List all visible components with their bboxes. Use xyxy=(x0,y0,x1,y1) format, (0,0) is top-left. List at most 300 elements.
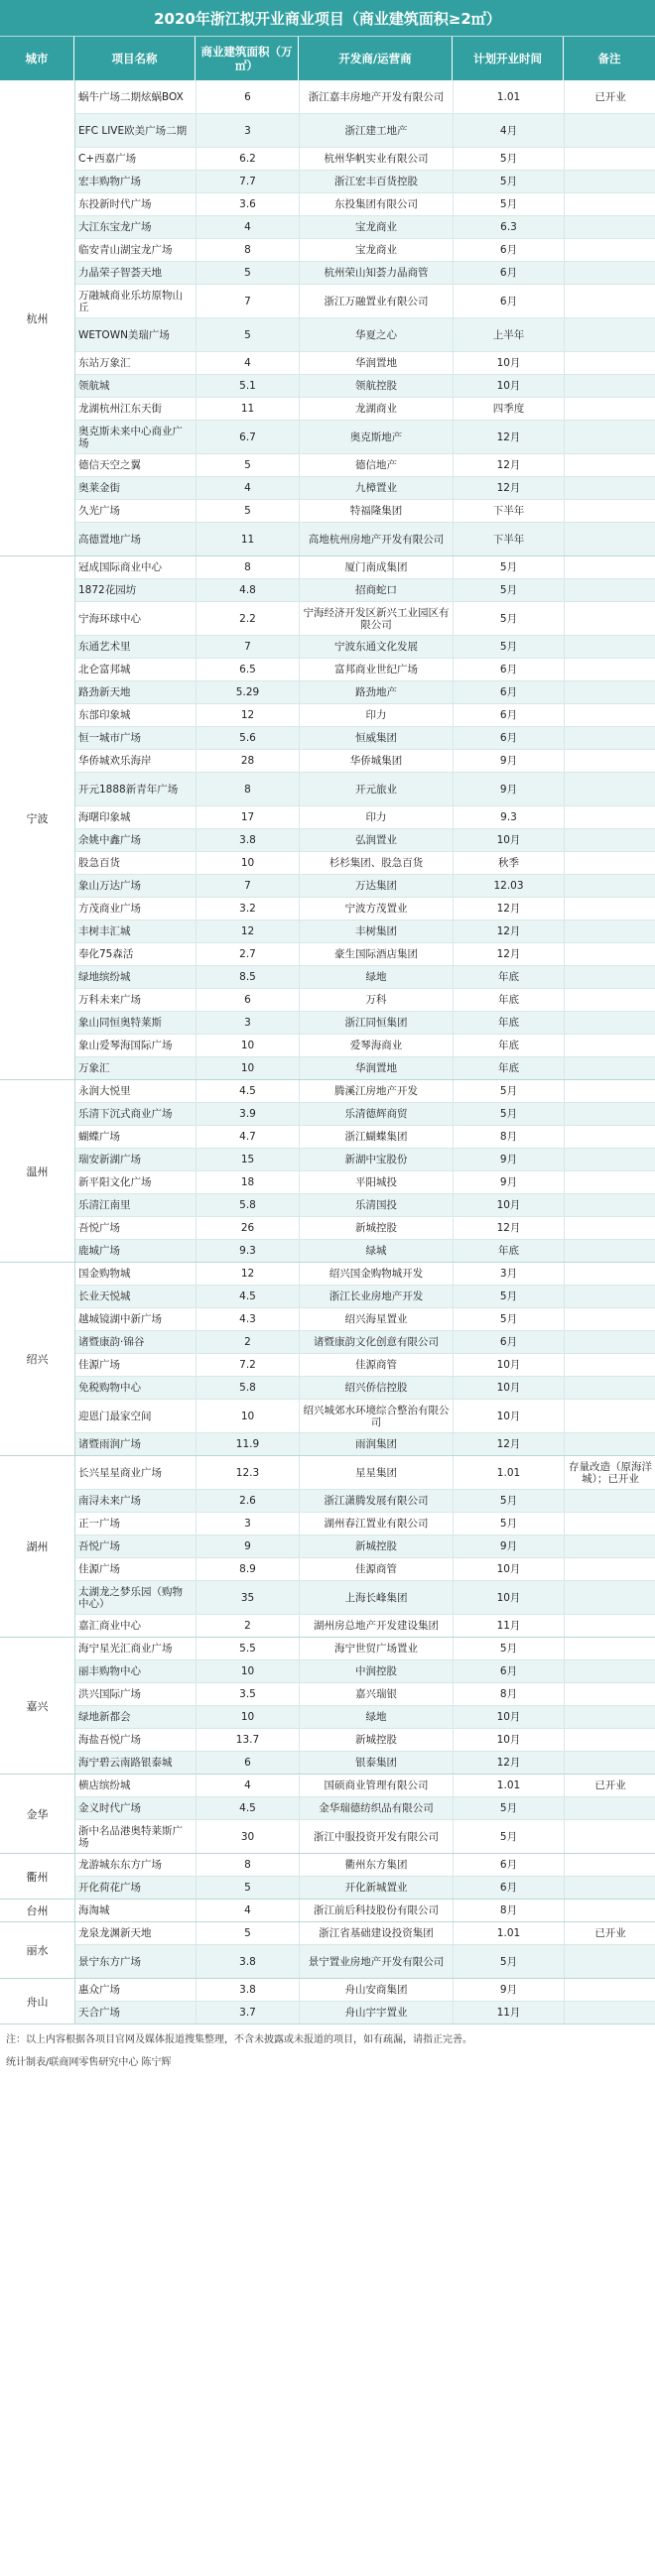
open-time-cell: 11月 xyxy=(454,1615,565,1637)
area-cell: 11 xyxy=(196,398,300,420)
table-row xyxy=(75,398,655,421)
project-name-cell: 德信天空之翼 xyxy=(75,454,196,476)
project-name-cell: 万科未来广场 xyxy=(75,989,196,1011)
open-time-cell: 10月 xyxy=(454,1377,565,1399)
project-name-cell: 鹿城广场 xyxy=(75,1240,196,1262)
remark-cell xyxy=(565,1706,655,1728)
remark-cell xyxy=(565,1581,655,1614)
table-row xyxy=(75,1456,655,1490)
developer-cell: 厦门南成集团 xyxy=(300,556,454,578)
city-rows xyxy=(75,80,655,555)
developer-cell: 领航控股 xyxy=(300,375,454,397)
remark-cell xyxy=(565,750,655,772)
remark-cell xyxy=(565,704,655,726)
remark-cell xyxy=(565,1126,655,1148)
project-name-cell: 佳源广场 xyxy=(75,1354,196,1376)
project-name-cell: 海宁星光汇商业广场 xyxy=(75,1638,196,1659)
project-name-cell: 开化荷花广场 xyxy=(75,1877,196,1899)
remark-cell xyxy=(565,114,655,147)
area-cell: 2.6 xyxy=(196,1490,300,1512)
project-name-cell: 长业天悦城 xyxy=(75,1286,196,1307)
table-row xyxy=(75,500,655,523)
table-row xyxy=(75,1035,655,1057)
remark-cell xyxy=(565,1354,655,1376)
area-cell: 5 xyxy=(196,500,300,522)
area-cell: 12 xyxy=(196,704,300,726)
open-time-cell: 9月 xyxy=(454,773,565,805)
city-cell: 湖州 xyxy=(0,1456,75,1637)
table-row xyxy=(75,1877,655,1899)
project-name-cell: 龙游城东东方广场 xyxy=(75,1854,196,1876)
area-cell: 3.8 xyxy=(196,1979,300,2001)
developer-cell: 招商蛇口 xyxy=(300,579,454,601)
open-time-cell: 5月 xyxy=(454,1080,565,1102)
table-row xyxy=(75,579,655,602)
footnote: 注：以上内容根据各项目官网及媒体报道搜集整理，不含未披露或未报道的项目，如有疏漏，请指正完善。 xyxy=(6,2034,472,2045)
area-cell: 10 xyxy=(196,852,300,874)
developer-cell: 浙江嘉丰房地产开发有限公司 xyxy=(300,80,454,113)
open-time-cell: 6.3 xyxy=(454,216,565,238)
open-time-cell: 10月 xyxy=(454,1400,565,1432)
city-rows xyxy=(75,1900,655,1921)
project-name-cell: 国金购物城 xyxy=(75,1263,196,1285)
open-time-cell: 10月 xyxy=(454,1558,565,1580)
table-row xyxy=(75,523,655,555)
open-time-cell: 12月 xyxy=(454,898,565,920)
open-time-cell: 5月 xyxy=(454,1513,565,1534)
project-name-cell: 宏丰购物广场 xyxy=(75,171,196,192)
city-cell: 衢州 xyxy=(0,1854,75,1899)
project-name-cell: 景宁东方广场 xyxy=(75,1945,196,1978)
project-name-cell: 奥克斯未来中心商业广场 xyxy=(75,421,196,453)
open-time-cell: 5月 xyxy=(454,556,565,578)
open-time-cell: 1.01 xyxy=(454,80,565,113)
table-row xyxy=(75,1012,655,1035)
project-name-cell: 东部印象城 xyxy=(75,704,196,726)
developer-cell: 开化新城置业 xyxy=(300,1877,454,1899)
table-body xyxy=(0,80,655,2024)
remark-cell xyxy=(565,1683,655,1705)
remark-cell xyxy=(565,636,655,658)
project-name-cell: 惠众广场 xyxy=(75,1979,196,2001)
project-name-cell: 乐清下沉式商业广场 xyxy=(75,1103,196,1125)
developer-cell: 宁海经济开发区新兴工业园区有限公司 xyxy=(300,602,454,635)
remark-cell xyxy=(565,806,655,828)
project-name-cell: 开元1888新青年广场 xyxy=(75,773,196,805)
table-row xyxy=(75,1171,655,1194)
developer-cell: 奥克斯地产 xyxy=(300,421,454,453)
developer-cell: 绍兴海星置业 xyxy=(300,1308,454,1330)
open-time-cell: 9月 xyxy=(454,750,565,772)
city-cell: 台州 xyxy=(0,1900,75,1921)
remark-cell xyxy=(565,262,655,284)
open-time-cell: 5月 xyxy=(454,1638,565,1659)
table-row xyxy=(75,1126,655,1149)
table-row xyxy=(75,1615,655,1637)
project-name-cell: 冠成国际商业中心 xyxy=(75,556,196,578)
project-name-cell: 高德置地广场 xyxy=(75,523,196,555)
project-name-cell: 嘉汇商业中心 xyxy=(75,1615,196,1637)
remark-cell xyxy=(565,1194,655,1216)
table-row xyxy=(75,148,655,171)
table-row xyxy=(75,171,655,193)
city-group xyxy=(0,1263,655,1456)
open-time-cell: 5月 xyxy=(454,1286,565,1307)
developer-cell: 佳源商管 xyxy=(300,1558,454,1580)
area-cell: 7 xyxy=(196,875,300,897)
area-cell: 6.5 xyxy=(196,659,300,680)
developer-cell: 宁波方茂置业 xyxy=(300,898,454,920)
project-name-cell: 蝴蝶广场 xyxy=(75,1126,196,1148)
remark-cell xyxy=(565,989,655,1011)
open-time-cell: 年底 xyxy=(454,989,565,1011)
area-cell: 5.29 xyxy=(196,681,300,703)
remark-cell xyxy=(565,352,655,374)
open-time-cell: 9月 xyxy=(454,1535,565,1557)
open-time-cell: 下半年 xyxy=(454,500,565,522)
open-time-cell: 1.01 xyxy=(454,1922,565,1944)
city-group xyxy=(0,1979,655,2024)
table-row xyxy=(75,318,655,352)
remark-cell xyxy=(565,1149,655,1170)
table-row xyxy=(75,829,655,852)
remark-cell: 已开业 xyxy=(594,1779,626,1791)
open-time-cell: 1.01 xyxy=(454,1775,565,1796)
remark-cell xyxy=(565,1820,655,1853)
area-cell: 26 xyxy=(196,1217,300,1239)
area-cell: 8.9 xyxy=(196,1558,300,1580)
project-name-cell: 海曙印象城 xyxy=(75,806,196,828)
city-cell: 宁波 xyxy=(0,556,75,1079)
city-rows xyxy=(75,1263,655,1455)
project-name-cell: 绿地新都会 xyxy=(75,1706,196,1728)
area-cell: 4.7 xyxy=(196,1126,300,1148)
area-cell: 3.8 xyxy=(196,1945,300,1978)
developer-cell: 佳源商管 xyxy=(300,1354,454,1376)
remark-cell xyxy=(565,1377,655,1399)
developer-cell: 新城控股 xyxy=(300,1729,454,1751)
project-name-cell: 新平阳文化广场 xyxy=(75,1171,196,1193)
open-time-cell: 5月 xyxy=(454,1490,565,1512)
table-row xyxy=(75,1286,655,1308)
open-time-cell: 8月 xyxy=(454,1900,565,1921)
project-name-cell: 万象汇 xyxy=(75,1057,196,1079)
header-area: 商业建筑面积（万㎡） xyxy=(196,37,299,80)
project-name-cell: 龙泉龙渊新天地 xyxy=(75,1922,196,1944)
open-time-cell: 6月 xyxy=(454,704,565,726)
remark-cell xyxy=(565,523,655,555)
developer-cell: 嘉兴瑞银 xyxy=(300,1683,454,1705)
remark-cell: 已开业 xyxy=(594,1927,626,1939)
open-time-cell: 6月 xyxy=(454,681,565,703)
area-cell: 10 xyxy=(196,1057,300,1079)
project-name-cell: 恒一城市广场 xyxy=(75,727,196,749)
project-name-cell: 象山爱琴海国际广场 xyxy=(75,1035,196,1056)
remark-cell xyxy=(565,579,655,601)
table-row xyxy=(75,1377,655,1400)
area-cell: 3.2 xyxy=(196,898,300,920)
developer-cell: 爱琴海商业 xyxy=(300,1035,454,1056)
table-row xyxy=(75,1103,655,1126)
project-name-cell: EFC LIVE欧美广场二期 xyxy=(75,114,196,147)
area-cell: 11 xyxy=(196,523,300,555)
table-row xyxy=(75,636,655,659)
remark-cell xyxy=(565,1797,655,1819)
developer-cell: 湖州春江置业有限公司 xyxy=(300,1513,454,1534)
remark-cell xyxy=(565,477,655,499)
remark-cell xyxy=(565,773,655,805)
project-name-cell: 海淘城 xyxy=(75,1900,196,1921)
open-time-cell: 10月 xyxy=(454,375,565,397)
developer-cell: 舟山安商集团 xyxy=(300,1979,454,2001)
developer-cell: 华润置地 xyxy=(300,352,454,374)
table-row xyxy=(75,285,655,318)
developer-cell: 华夏之心 xyxy=(300,318,454,351)
table-row xyxy=(75,1854,655,1877)
city-group xyxy=(0,1775,655,1854)
table-row xyxy=(75,454,655,477)
project-name-cell: 瑞安新湖广场 xyxy=(75,1149,196,1170)
city-cell: 舟山 xyxy=(0,1979,75,2024)
area-cell: 4.3 xyxy=(196,1308,300,1330)
developer-cell: 平阳城投 xyxy=(300,1171,454,1193)
table-row xyxy=(75,1490,655,1513)
developer-cell: 海宁世贸广场置业 xyxy=(300,1638,454,1659)
area-cell: 28 xyxy=(196,750,300,772)
table-row xyxy=(75,1263,655,1286)
project-name-cell: 蜗牛广场二期炫蜗BOX xyxy=(75,80,196,113)
remark-cell xyxy=(565,1217,655,1239)
table-row xyxy=(75,602,655,636)
open-time-cell: 10月 xyxy=(454,1729,565,1751)
remark-cell xyxy=(565,171,655,192)
table-row xyxy=(75,1308,655,1331)
project-name-cell: 佳源广场 xyxy=(75,1558,196,1580)
project-name-cell: 北仑富邦城 xyxy=(75,659,196,680)
table-row xyxy=(75,1922,655,1945)
area-cell: 10 xyxy=(196,1400,300,1432)
project-name-cell: C+西嘉广场 xyxy=(75,148,196,170)
table-row xyxy=(75,114,655,148)
project-name-cell: 路劲新天地 xyxy=(75,681,196,703)
open-time-cell: 10月 xyxy=(454,352,565,374)
project-name-cell: 浙中名品港奥特莱斯广场 xyxy=(75,1820,196,1853)
remark-cell xyxy=(565,1057,655,1079)
table-row xyxy=(75,920,655,943)
open-time-cell: 6月 xyxy=(454,727,565,749)
developer-cell: 德信地产 xyxy=(300,454,454,476)
developer-cell: 开元旅业 xyxy=(300,773,454,805)
developer-cell: 东投集团有限公司 xyxy=(300,193,454,215)
project-name-cell: 海宁碧云南路银泰城 xyxy=(75,1752,196,1774)
open-time-cell: 6月 xyxy=(454,285,565,317)
developer-cell: 星星集团 xyxy=(300,1456,454,1489)
table-row xyxy=(75,806,655,829)
table-row xyxy=(75,1683,655,1706)
open-time-cell: 四季度 xyxy=(454,398,565,420)
open-time-cell: 5月 xyxy=(454,1820,565,1853)
developer-cell: 浙江中服投资开发有限公司 xyxy=(300,1820,454,1853)
area-cell: 4 xyxy=(196,216,300,238)
project-name-cell: 永润大悦里 xyxy=(75,1080,196,1102)
open-time-cell: 12月 xyxy=(454,454,565,476)
table-row xyxy=(75,727,655,750)
area-cell: 17 xyxy=(196,806,300,828)
area-cell: 8.5 xyxy=(196,966,300,988)
open-time-cell: 6月 xyxy=(454,262,565,284)
remark-cell xyxy=(565,193,655,215)
developer-cell: 浙江省基础建设投资集团 xyxy=(300,1922,454,1944)
table-row xyxy=(75,1194,655,1217)
remark-cell xyxy=(565,1900,655,1921)
remark-cell xyxy=(565,375,655,397)
remark-cell xyxy=(565,1103,655,1125)
city-rows xyxy=(75,1638,655,1774)
city-rows xyxy=(75,1456,655,1637)
area-cell: 11.9 xyxy=(196,1433,300,1455)
project-name-cell: 东通艺术里 xyxy=(75,636,196,658)
table-row xyxy=(75,681,655,704)
open-time-cell: 12月 xyxy=(454,477,565,499)
area-cell: 4.8 xyxy=(196,579,300,601)
project-name-cell: 诸暨雨润广场 xyxy=(75,1433,196,1455)
city-rows xyxy=(75,1854,655,1899)
remark-cell xyxy=(565,1012,655,1034)
remark-cell: 已开业 xyxy=(594,90,626,103)
remark-cell xyxy=(565,148,655,170)
project-name-cell: 太湖龙之梦乐园（购物中心） xyxy=(75,1581,196,1614)
area-cell: 10 xyxy=(196,1035,300,1056)
area-cell: 9.3 xyxy=(196,1240,300,1262)
open-time-cell: 年底 xyxy=(454,1240,565,1262)
project-name-cell: 象山同恒奥特莱斯 xyxy=(75,1012,196,1034)
developer-cell: 湖州房总地产开发建设集团 xyxy=(300,1615,454,1637)
area-cell: 3 xyxy=(196,1513,300,1534)
remark-cell xyxy=(565,1854,655,1876)
developer-cell: 新湖中宝股份 xyxy=(300,1149,454,1170)
developer-cell: 豪生国际酒店集团 xyxy=(300,943,454,965)
developer-cell: 新城控股 xyxy=(300,1217,454,1239)
city-cell: 金华 xyxy=(0,1775,75,1853)
remark-cell xyxy=(565,829,655,851)
remark-cell xyxy=(565,1877,655,1899)
developer-cell: 浙江潇腾发展有限公司 xyxy=(300,1490,454,1512)
project-name-cell: 长兴星星商业广场 xyxy=(75,1456,196,1489)
table-row xyxy=(75,1729,655,1752)
open-time-cell: 10月 xyxy=(454,1354,565,1376)
header-developer: 开发商/运营商 xyxy=(299,37,453,80)
table-row xyxy=(75,875,655,898)
developer-cell: 路劲地产 xyxy=(300,681,454,703)
remark-cell xyxy=(565,898,655,920)
table-row xyxy=(75,1433,655,1455)
open-time-cell: 10月 xyxy=(454,1581,565,1614)
developer-cell: 印力 xyxy=(300,806,454,828)
project-name-cell: 龙湖杭州江东天街 xyxy=(75,398,196,420)
remark-cell xyxy=(565,966,655,988)
table-row xyxy=(75,1400,655,1433)
table-row xyxy=(75,2002,655,2024)
open-time-cell: 5月 xyxy=(454,1103,565,1125)
city-group xyxy=(0,1456,655,1638)
developer-cell: 龙湖商业 xyxy=(300,398,454,420)
credit-line: 统计制表/联商网零售研究中心 陈宁辉 xyxy=(6,2057,172,2068)
area-cell: 3.9 xyxy=(196,1103,300,1125)
table-row xyxy=(75,1581,655,1615)
open-time-cell: 年底 xyxy=(454,1012,565,1034)
open-time-cell: 5月 xyxy=(454,148,565,170)
area-cell: 2.2 xyxy=(196,602,300,635)
developer-cell: 景宁置业房地产开发有限公司 xyxy=(300,1945,454,1978)
city-group xyxy=(0,80,655,556)
remark-cell xyxy=(565,1513,655,1534)
developer-cell: 万科 xyxy=(300,989,454,1011)
area-cell: 2 xyxy=(196,1331,300,1353)
remark-cell xyxy=(565,1979,655,2001)
city-cell: 杭州 xyxy=(0,80,75,555)
open-time-cell: 5月 xyxy=(454,1308,565,1330)
table-row xyxy=(75,1331,655,1354)
developer-cell: 宝龙商业 xyxy=(300,216,454,238)
remark-cell xyxy=(565,1171,655,1193)
header-open-time: 计划开业时间 xyxy=(453,37,564,80)
open-time-cell: 3月 xyxy=(454,1263,565,1285)
remark-cell xyxy=(565,239,655,261)
city-group xyxy=(0,1638,655,1775)
table-row xyxy=(75,216,655,239)
remark-cell xyxy=(565,1729,655,1751)
open-time-cell: 5月 xyxy=(454,193,565,215)
developer-cell: 绍兴城郊水环境综合整治有限公司 xyxy=(300,1400,454,1432)
area-cell: 3.5 xyxy=(196,1683,300,1705)
project-name-cell: 宁海环球中心 xyxy=(75,602,196,635)
open-time-cell: 6月 xyxy=(454,239,565,261)
open-time-cell: 上半年 xyxy=(454,318,565,351)
open-time-cell: 年底 xyxy=(454,966,565,988)
open-time-cell: 6月 xyxy=(454,1660,565,1682)
project-name-cell: 洪兴国际广场 xyxy=(75,1683,196,1705)
project-name-cell: 领航城 xyxy=(75,375,196,397)
developer-cell: 浙江宏丰百货控股 xyxy=(300,171,454,192)
developer-cell: 浙江蝴蝶集团 xyxy=(300,1126,454,1148)
table-row xyxy=(75,1354,655,1377)
table-row xyxy=(75,704,655,727)
city-cell: 嘉兴 xyxy=(0,1638,75,1774)
project-name-cell: 越城镜湖中新广场 xyxy=(75,1308,196,1330)
open-time-cell: 6月 xyxy=(454,659,565,680)
open-time-cell: 5月 xyxy=(454,602,565,635)
table-row xyxy=(75,1945,655,1978)
developer-cell: 杭州荣山知荟力晶商管 xyxy=(300,262,454,284)
table-row xyxy=(75,1638,655,1660)
project-name-cell: 横店缤纷城 xyxy=(75,1775,196,1796)
area-cell: 6.2 xyxy=(196,148,300,170)
open-time-cell: 6月 xyxy=(454,1854,565,1876)
table-header xyxy=(0,37,655,80)
developer-cell: 绿城 xyxy=(300,1240,454,1262)
open-time-cell: 9.3 xyxy=(454,806,565,828)
area-cell: 3.8 xyxy=(196,829,300,851)
table-row xyxy=(75,556,655,579)
open-time-cell: 8月 xyxy=(454,1683,565,1705)
project-name-cell: 吾悦广场 xyxy=(75,1535,196,1557)
table-row xyxy=(75,1797,655,1820)
table-row xyxy=(75,1706,655,1729)
area-cell: 5.8 xyxy=(196,1194,300,1216)
remark-cell xyxy=(565,1535,655,1557)
area-cell: 6 xyxy=(196,80,300,113)
area-cell: 18 xyxy=(196,1171,300,1193)
